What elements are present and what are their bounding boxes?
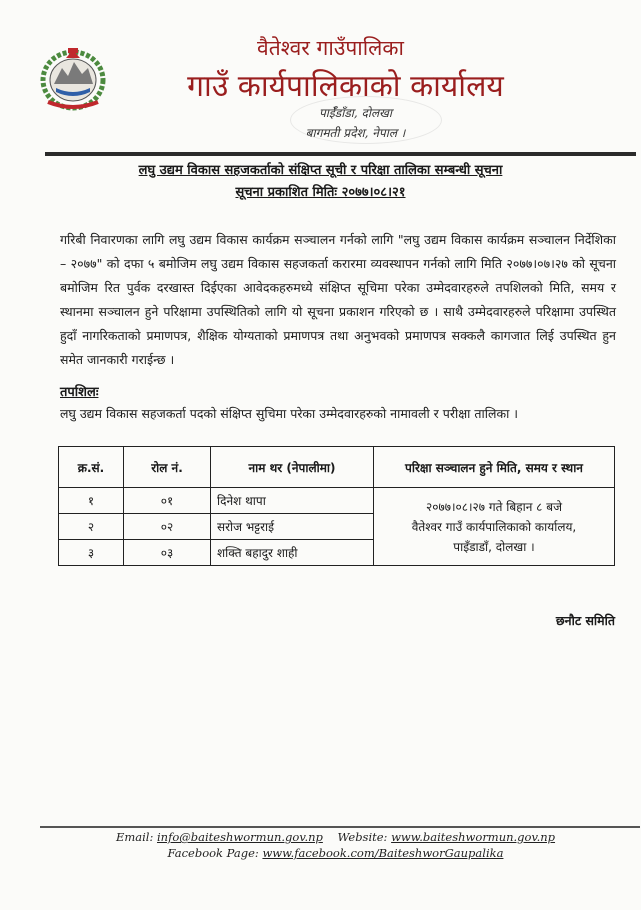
exam-schedule-table — [58, 446, 615, 566]
footer-divider — [40, 826, 640, 828]
table-header-row — [59, 447, 615, 488]
footer-facebook-line — [0, 846, 641, 860]
office-location: पाईँडाँडा, दोलखा — [318, 106, 393, 120]
row-name: दिनेश थापा — [211, 488, 374, 514]
municipality-name: वैतेश्वर गाउँपालिका — [257, 36, 404, 60]
schedule-date-time: २०७७।०८।२७ गते बिहान ८ बजे — [426, 499, 562, 514]
col-header-schedule: परिक्षा सञ्चालन हुने मिति, समय र स्थान — [374, 447, 615, 488]
row-roll: ०३ — [124, 540, 211, 566]
row-sn: २ — [59, 514, 124, 540]
office-province: बागमती प्रदेश, नेपाल । — [305, 126, 406, 140]
row-sn: ३ — [59, 540, 124, 566]
notice-published-date: सूचना प्रकाशित मितिः २०७७।०८।२१ — [235, 185, 406, 200]
email-label: Email: — [115, 830, 154, 844]
footer-contact-line — [0, 830, 641, 844]
col-header-roll: रोल नं. — [124, 447, 211, 488]
row-name: शक्ति बहादुर शाही — [211, 540, 374, 566]
schedule-venue: वैतेश्वर गाउँ कार्यपालिकाको कार्यालय, — [411, 519, 577, 534]
website-link[interactable]: www.baiteshwormun.gov.np — [391, 830, 556, 844]
row-roll: ०१ — [124, 488, 211, 514]
notice-body: गरिबी निवारणका लागि लघु उद्यम विकास कार्यक्रम सञ्चालन गर्नको लागि "लघु उद्यम विकास कार्यक्रम सञ्चालन निर्देशिका – २०७७" को दफा ५ बमोजिम लघु उद्यम विकास सहजकर्ता करारमा व्यवस्थापन गर्नको लागि मिति २०७७।०७।२७ को सूचना बमोजिम रित पुर्वक दरखास्त दिईएका आवेदकहरुमध्ये संक्षिप्त सूचिमा परेका उम्मेदवारहरुले तपशिलको मिति, समय र स्थानमा सञ्चालन हुने परिक्षामा उपस्थितिको लागि यो सूचना प्रकाशन गरिएको छ । साथै उम्मेदवारहरुले परिक्षामा उपस्थित हुदाँ नागरिकताको प्रमाणपत्र, शैक्षिक योग्यताको प्रमाणपत्र तथा अनुभवको प्रमाणपत्र सक्कलै कागजात लिई उपस्थित हुन समेत जानकारी गराईन्छ । — [60, 232, 616, 367]
email-link[interactable]: info@baiteshwormun.gov.np — [157, 830, 323, 844]
signatory: छनौट समिति — [555, 613, 615, 628]
office-name: गाउँ कार्यपालिकाको कार्यालय — [187, 69, 504, 104]
facebook-label: Facebook Page: — [167, 846, 259, 860]
header-divider — [45, 152, 636, 156]
col-header-name: नाम थर (नेपालीमा) — [211, 447, 374, 488]
details-heading: तपशिलः — [60, 385, 99, 400]
col-header-sn: क्र.सं. — [59, 447, 124, 488]
table-row — [59, 488, 615, 514]
website-label: Website: — [337, 830, 388, 844]
row-roll: ०२ — [124, 514, 211, 540]
schedule-venue-location: पाइँडाडाँ, दोलखा । — [453, 539, 535, 554]
row-sn: १ — [59, 488, 124, 514]
row-name: सरोज भट्टराई — [211, 514, 374, 540]
table-intro: लघु उद्यम विकास सहजकर्ता पदको संक्षिप्त सुचिमा परेका उम्मेदवारहरुको नामावली र परीक्षा तालिका । — [60, 406, 519, 421]
notice-subject: लघु उद्यम विकास सहजकर्ताको संक्षिप्त सूची र परिक्षा तालिका सम्बन्धी सूचना — [138, 163, 503, 178]
schedule-cell — [374, 488, 615, 566]
facebook-link[interactable]: www.facebook.com/BaiteshworGaupalika — [262, 846, 504, 860]
